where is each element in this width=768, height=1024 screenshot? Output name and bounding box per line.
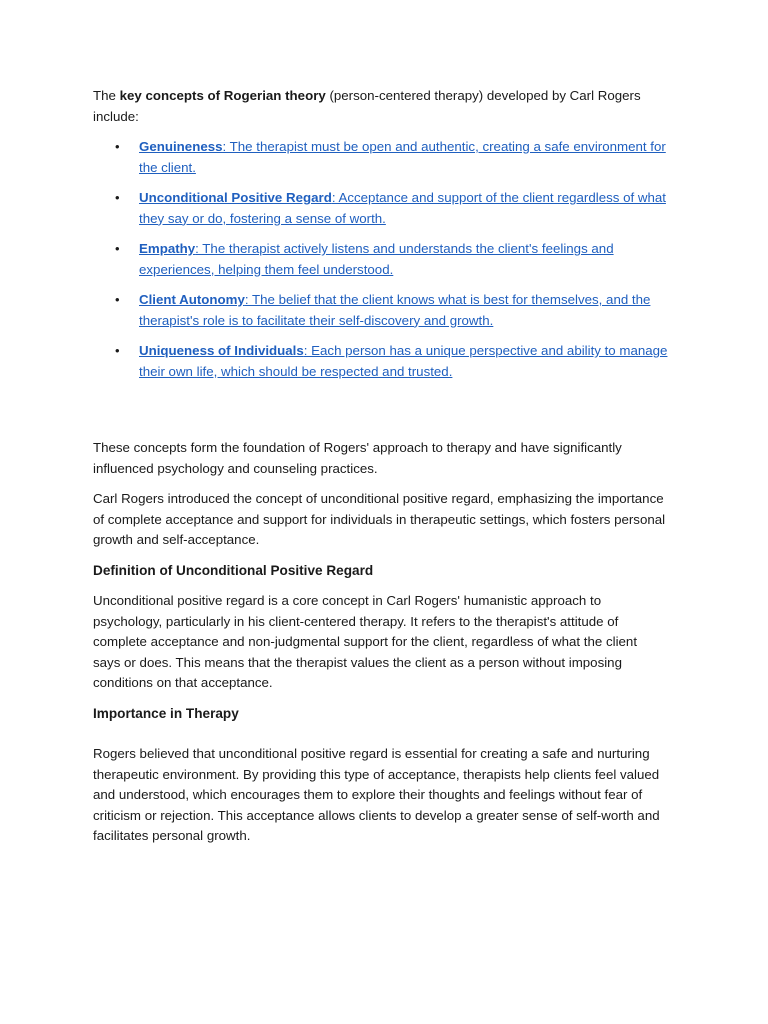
concept-link-client-autonomy[interactable]	[139, 292, 650, 328]
bullet-icon: •	[115, 343, 120, 358]
concept-text: : The belief that the client knows what is best for themselves, and the therapist's role is to facilitate their self-discovery and growth.	[139, 292, 651, 328]
intro-paragraph	[93, 86, 668, 127]
upr-intro-paragraph: Carl Rogers introduced the concept of unconditional positive regard, emphasizing the importance of complete acceptance and support for individuals in therapeutic settings, which fosters personal growth and self-acceptance.	[93, 491, 666, 547]
intro-suffix: (person-centered therapy) developed by Carl Rogers include:	[93, 88, 641, 124]
concept-term: Uniqueness of Individuals	[139, 343, 304, 358]
definition-paragraph: Unconditional positive regard is a core concept in Carl Rogers' humanistic approach to psychology, particularly in his client-centered therapy. It refers to the therapist's attitude of complete acceptance and non-judgmental support for the client, regardless of what the client says or does. This means that the therapist values the client as a person without imposing conditions on that acceptance.	[93, 593, 638, 690]
list-item	[93, 239, 668, 280]
concept-link-unconditional-positive-regard[interactable]	[139, 190, 666, 226]
bullet-icon: •	[115, 190, 120, 205]
spacer	[93, 392, 668, 438]
foundation-paragraph: These concepts form the foundation of Rogers' approach to therapy and have significantly influenced psychology and counseling practices.	[93, 440, 622, 476]
concept-text: : Each person has a unique perspective and ability to manage their own life, which should be respected and trusted.	[139, 343, 668, 379]
importance-paragraph: Rogers believed that unconditional positive regard is essential for creating a safe and nurturing therapeutic environment. By providing this type of acceptance, therapists help clients feel valued and understood, which encourages them to explore their thoughts and feelings without fear of criticism or rejection. This acceptance allows clients to develop a greater sense of self-worth and facilitates personal growth.	[93, 746, 660, 843]
bullet-icon: •	[115, 139, 120, 154]
document-body	[93, 86, 668, 857]
definition-heading: Definition of Unconditional Positive Regard	[93, 562, 374, 578]
concept-term: Client Autonomy	[139, 292, 245, 307]
bullet-icon: •	[115, 241, 120, 256]
bullet-icon: •	[115, 292, 120, 307]
concept-text: : The therapist actively listens and understands the client's feelings and experiences, helping them feel understood.	[139, 241, 614, 277]
intro-bold: key concepts of Rogerian theory	[119, 88, 326, 103]
concept-link-genuineness[interactable]	[139, 139, 666, 175]
concept-link-empathy[interactable]	[139, 241, 614, 277]
concept-term: Empathy	[139, 241, 196, 256]
importance-heading: Importance in Therapy	[93, 705, 239, 721]
list-item	[93, 188, 668, 229]
concepts-list	[93, 137, 668, 382]
concept-term: Unconditional Positive Regard	[139, 190, 332, 205]
concept-text: : The therapist must be open and authentic, creating a safe environment for the client.	[139, 139, 666, 175]
intro-prefix: The	[93, 88, 120, 103]
list-item	[93, 290, 668, 331]
concept-term: Genuineness	[139, 139, 223, 154]
list-item	[93, 137, 668, 178]
list-item	[93, 341, 668, 382]
concept-text: : Acceptance and support of the client regardless of what they say or do, fostering a sense of worth.	[139, 190, 666, 226]
concept-link-uniqueness-of-individuals[interactable]	[139, 343, 667, 379]
